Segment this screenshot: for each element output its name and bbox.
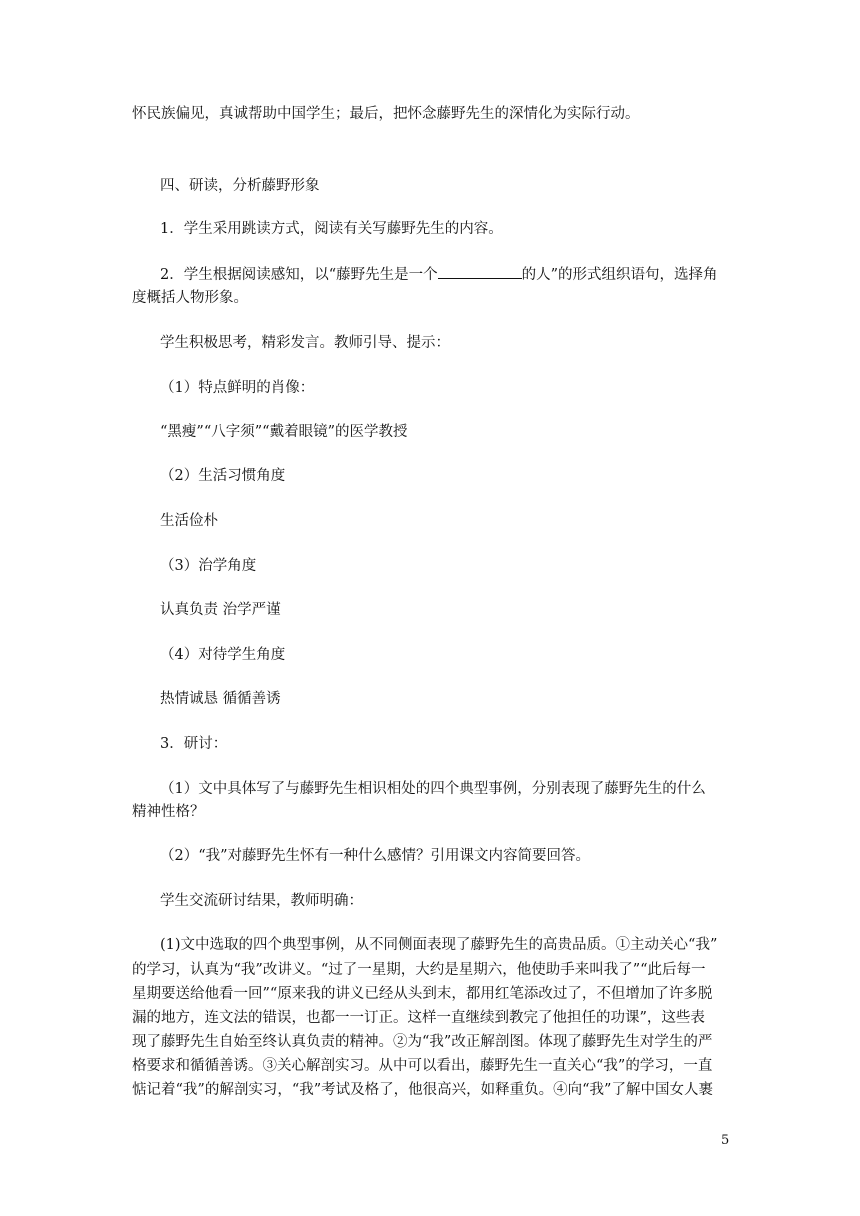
text-line: （3）治学角度 <box>160 558 257 574</box>
text-fragment: 2．学生根据阅读感知，以“藤野先生是一个 <box>160 267 438 283</box>
paragraph-line: 漏的地方，连文法的错误，也都一一订正。这样一直继续到教完了他担任的功课”，这些表 <box>132 1010 705 1026</box>
text-line: 1．学生采用跳读方式，阅读有关写藤野先生的内容。 <box>160 221 503 237</box>
paragraph-line: 现了藤野先生自始至终认真负责的精神。②为“我”改正解剖图。体现了藤野先生对学生的严 <box>132 1034 713 1050</box>
text-line: “黑瘦”“八字须”“戴着眼镜”的医学教授 <box>160 424 408 440</box>
text-line: 生活俭朴 <box>160 513 218 529</box>
text-fragment: 的人”的形式组织语句，选择角 <box>521 267 718 283</box>
fill-in-blank <box>438 264 522 279</box>
text-line: （1）特点鲜明的肖像： <box>160 380 315 396</box>
text-line: （1）文中具体写了与藤野先生相识相处的四个典型事例，分别表现了藤野先生的什么 <box>160 781 706 797</box>
text-line: 学生积极思考，精彩发言。教师引导、提示： <box>160 335 450 351</box>
text-line: 精神性格？ <box>132 804 205 820</box>
text-line: 学生交流研讨结果，教师明确： <box>160 893 363 909</box>
text-line: 度概括人物形象。 <box>132 290 248 306</box>
text-line: （2）生活习惯角度 <box>160 468 286 484</box>
text-line: 怀民族偏见，真诚帮助中国学生；最后，把怀念藤野先生的深情化为实际行动。 <box>132 106 640 122</box>
text-line: （4）对待学生角度 <box>160 647 286 663</box>
paragraph-line: 格要求和循循善诱。③关心解剖实习。从中可以看出，藤野先生一直关心“我”的学习，一直 <box>132 1058 713 1074</box>
text-line <box>160 264 718 285</box>
text-line: （2）“我”对藤野先生怀有一种什么感情？引用课文内容简要回答。 <box>160 848 591 864</box>
paragraph-line: (1)文中选取的四个典型事例，从不同侧面表现了藤野先生的高贵品质。①主动关心“我” <box>160 937 718 953</box>
paragraph-line: 惦记着“我”的解剖实习，“我”考试及格了，他很高兴，如释重负。④向“我”了解中国女人裹 <box>132 1082 713 1098</box>
paragraph-line: 的学习，认真为“我”改讲义。“过了一星期，大约是星期六，他使助手来叫我了”“此后每一 <box>132 962 706 978</box>
text-line: 热情诚恳 循循善诱 <box>160 691 281 707</box>
text-line: 认真负责 治学严谨 <box>160 602 281 618</box>
paragraph-line: 星期要送给他看一回”“原来我的讲义已经从头到末，都用红笔添改过了，不但增加了许多脱 <box>132 986 713 1002</box>
section-heading: 四、研读，分析藤野形象 <box>160 178 320 194</box>
text-line: 3．研讨： <box>160 736 228 752</box>
page-number: 5 <box>721 1133 730 1148</box>
